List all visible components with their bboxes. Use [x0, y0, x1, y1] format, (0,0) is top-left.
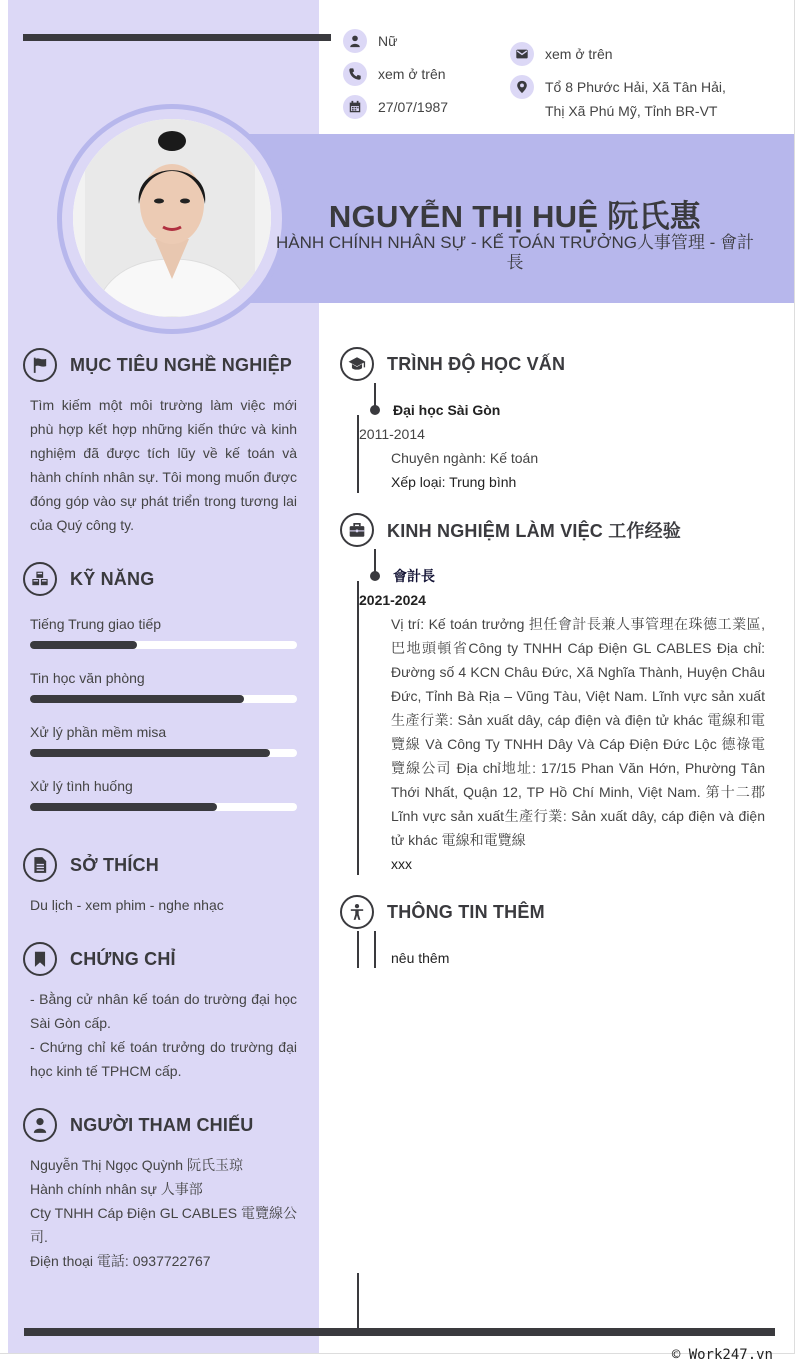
experience-heading: [340, 513, 681, 547]
objective-title: MỤC TIÊU NGHỀ NGHIỆP: [70, 354, 293, 375]
hobbies-heading: [23, 848, 159, 882]
user-icon: [343, 29, 367, 53]
additional-title: THÔNG TIN THÊM: [387, 901, 545, 922]
cubes-icon: [23, 562, 57, 596]
reference-line: Nguyễn Thị Ngọc Quỳnh 阮氏玉琼: [30, 1157, 243, 1173]
watermark: © Work247.vn: [671, 1347, 773, 1363]
contact-birthday: [343, 95, 448, 119]
education-period: 2011-2014: [359, 426, 425, 442]
reference-line: Điện thoại 電話: 0937722767: [30, 1253, 211, 1269]
candidate-name: NGUYỄN THỊ HUỆ 阮氏惠: [328, 199, 702, 234]
skill-label: Tiếng Trung giao tiếp: [30, 616, 162, 632]
contact-gender: [343, 29, 397, 53]
map-pin-icon: [510, 75, 534, 99]
experience-period: 2021-2024: [359, 592, 426, 608]
skill-bar-fill: [30, 749, 270, 757]
contact-phone: [343, 62, 446, 86]
phone-icon: [343, 62, 367, 86]
objective-text: Tìm kiếm một môi trường làm việc mới phù hợp kết hợp những kiến thức và kinh nghiệm đã được tích lũy về kế toán và hành chính nhân sự. Tôi mong muốn được đóng góp vào sự phát triển trong tương lai của Quý công ty.: [30, 397, 297, 533]
bottom-divider: [24, 1328, 775, 1336]
skill-bar-fill: [30, 803, 217, 811]
envelope-icon: [510, 42, 534, 66]
phone-value: xem ở trên: [378, 66, 446, 82]
education-school: Đại học Sài Gòn: [393, 402, 501, 418]
skill-bar-track: [30, 695, 297, 703]
certificate-line: - Chứng chỉ kế toán trưởng do trường đại học kinh tế TPHCM cấp.: [30, 1039, 297, 1079]
hobbies-text: Du lịch - xem phim - nghe nhạc: [30, 897, 224, 913]
top-divider: [23, 34, 331, 41]
education-grade: Xếp loại: Trung bình: [391, 474, 517, 490]
skill-bar-fill: [30, 641, 137, 649]
skill-label: Xử lý phần mềm misa: [30, 724, 167, 740]
skills-heading: [23, 562, 154, 596]
experience-role: 會計長: [393, 568, 435, 584]
skills-title: KỸ NĂNG: [70, 568, 155, 589]
reference-line: Cty TNHH Cáp Điện GL CABLES 電覽線公司.: [30, 1205, 297, 1245]
address-line-2: Thị Xã Phú Mỹ, Tỉnh BR-VT: [545, 103, 718, 119]
additional-text: nêu thêm: [391, 950, 450, 966]
birthday-value: 27/07/1987: [378, 99, 449, 115]
accessibility-icon: [340, 895, 374, 929]
calendar-icon: [343, 95, 367, 119]
hobbies-title: SỞ THÍCH: [70, 854, 159, 875]
user-icon: [23, 1108, 57, 1142]
skill-bar-track: [30, 749, 297, 757]
avatar: [73, 119, 271, 317]
education-title: TRÌNH ĐỘ HỌC VẤN: [387, 353, 566, 374]
bookmark-icon: [23, 942, 57, 976]
reference-line: Hành chính nhân sự 人事部: [30, 1181, 203, 1197]
briefcase-icon: [340, 513, 374, 547]
email-value: xem ở trên: [545, 46, 613, 62]
certificates-heading: [23, 942, 176, 976]
skill-bar-fill: [30, 695, 244, 703]
timeline-dot: [370, 405, 380, 415]
address-line-1: Tổ 8 Phước Hải, Xã Tân Hải,: [545, 79, 726, 95]
flag-icon: [23, 348, 57, 382]
job-title: HÀNH CHÍNH NHÂN SỰ - KẾ TOÁN TRƯỞNG人事管理 - 會計長: [275, 233, 755, 272]
experience-note: xxx: [391, 856, 412, 872]
timeline-line: [357, 1273, 359, 1331]
skill-label: Xử lý tình huống: [30, 778, 133, 794]
certificates-title: CHỨNG CHỈ: [70, 948, 176, 969]
experience-description: Vị trí: Kế toán trưởng 担任會計長兼人事管理在珠德工業區,巴地頭頓省Công ty TNHH Cáp Điện GL CABLES Địa chỉ: Đường số 4 KCN Châu Đức, Xã Nghĩa Thành, Huyện Châu Đức, Tỉnh Bà Rịa – Vũng Tàu, Việt Nam. Lĩnh vực sản xuất 生產行業: Sản xuất dây, cáp điện và điện tử khác 電線和電覽線 Và Công Ty TNHH Dây Và Cáp Điện Đức Lộc 德祿電覽線公司 Địa chỉ地址: 17/15 Phan Văn Hớn, Phường Tân Thới Nhất, Quận 12, TP Hồ Chí Minh, Việt Nam. 第十二郡 Lĩnh vực sản xuất生產行業: Sản xuất dây, cáp điện và điện tử khác 電線和電覽線: [391, 616, 765, 848]
skill-label: Tin học văn phòng: [30, 670, 145, 686]
timeline-dot: [370, 571, 380, 581]
graduation-cap-icon: [340, 347, 374, 381]
timeline-line: [357, 581, 359, 875]
education-major: Chuyên ngành: Kế toán: [391, 450, 539, 466]
certificate-line: - Bằng cử nhân kế toán do trường đại học Sài Gòn cấp.: [30, 991, 297, 1031]
skill-bar-track: [30, 803, 297, 811]
objective-heading: [23, 348, 292, 382]
references-title: NGƯỜI THAM CHIẾU: [70, 1114, 254, 1135]
timeline-line: [357, 931, 359, 968]
skill-bar-track: [30, 641, 297, 649]
experience-title: KINH NGHIỆM LÀM VIỆC 工作经验: [387, 521, 682, 541]
contact-address: [510, 75, 726, 123]
contact-email: [510, 42, 613, 66]
references-heading: [23, 1108, 253, 1142]
education-heading: [340, 347, 565, 381]
additional-heading: [340, 895, 545, 929]
document-icon: [23, 848, 57, 882]
gender-value: Nữ: [378, 33, 398, 49]
timeline-line: [374, 931, 376, 968]
